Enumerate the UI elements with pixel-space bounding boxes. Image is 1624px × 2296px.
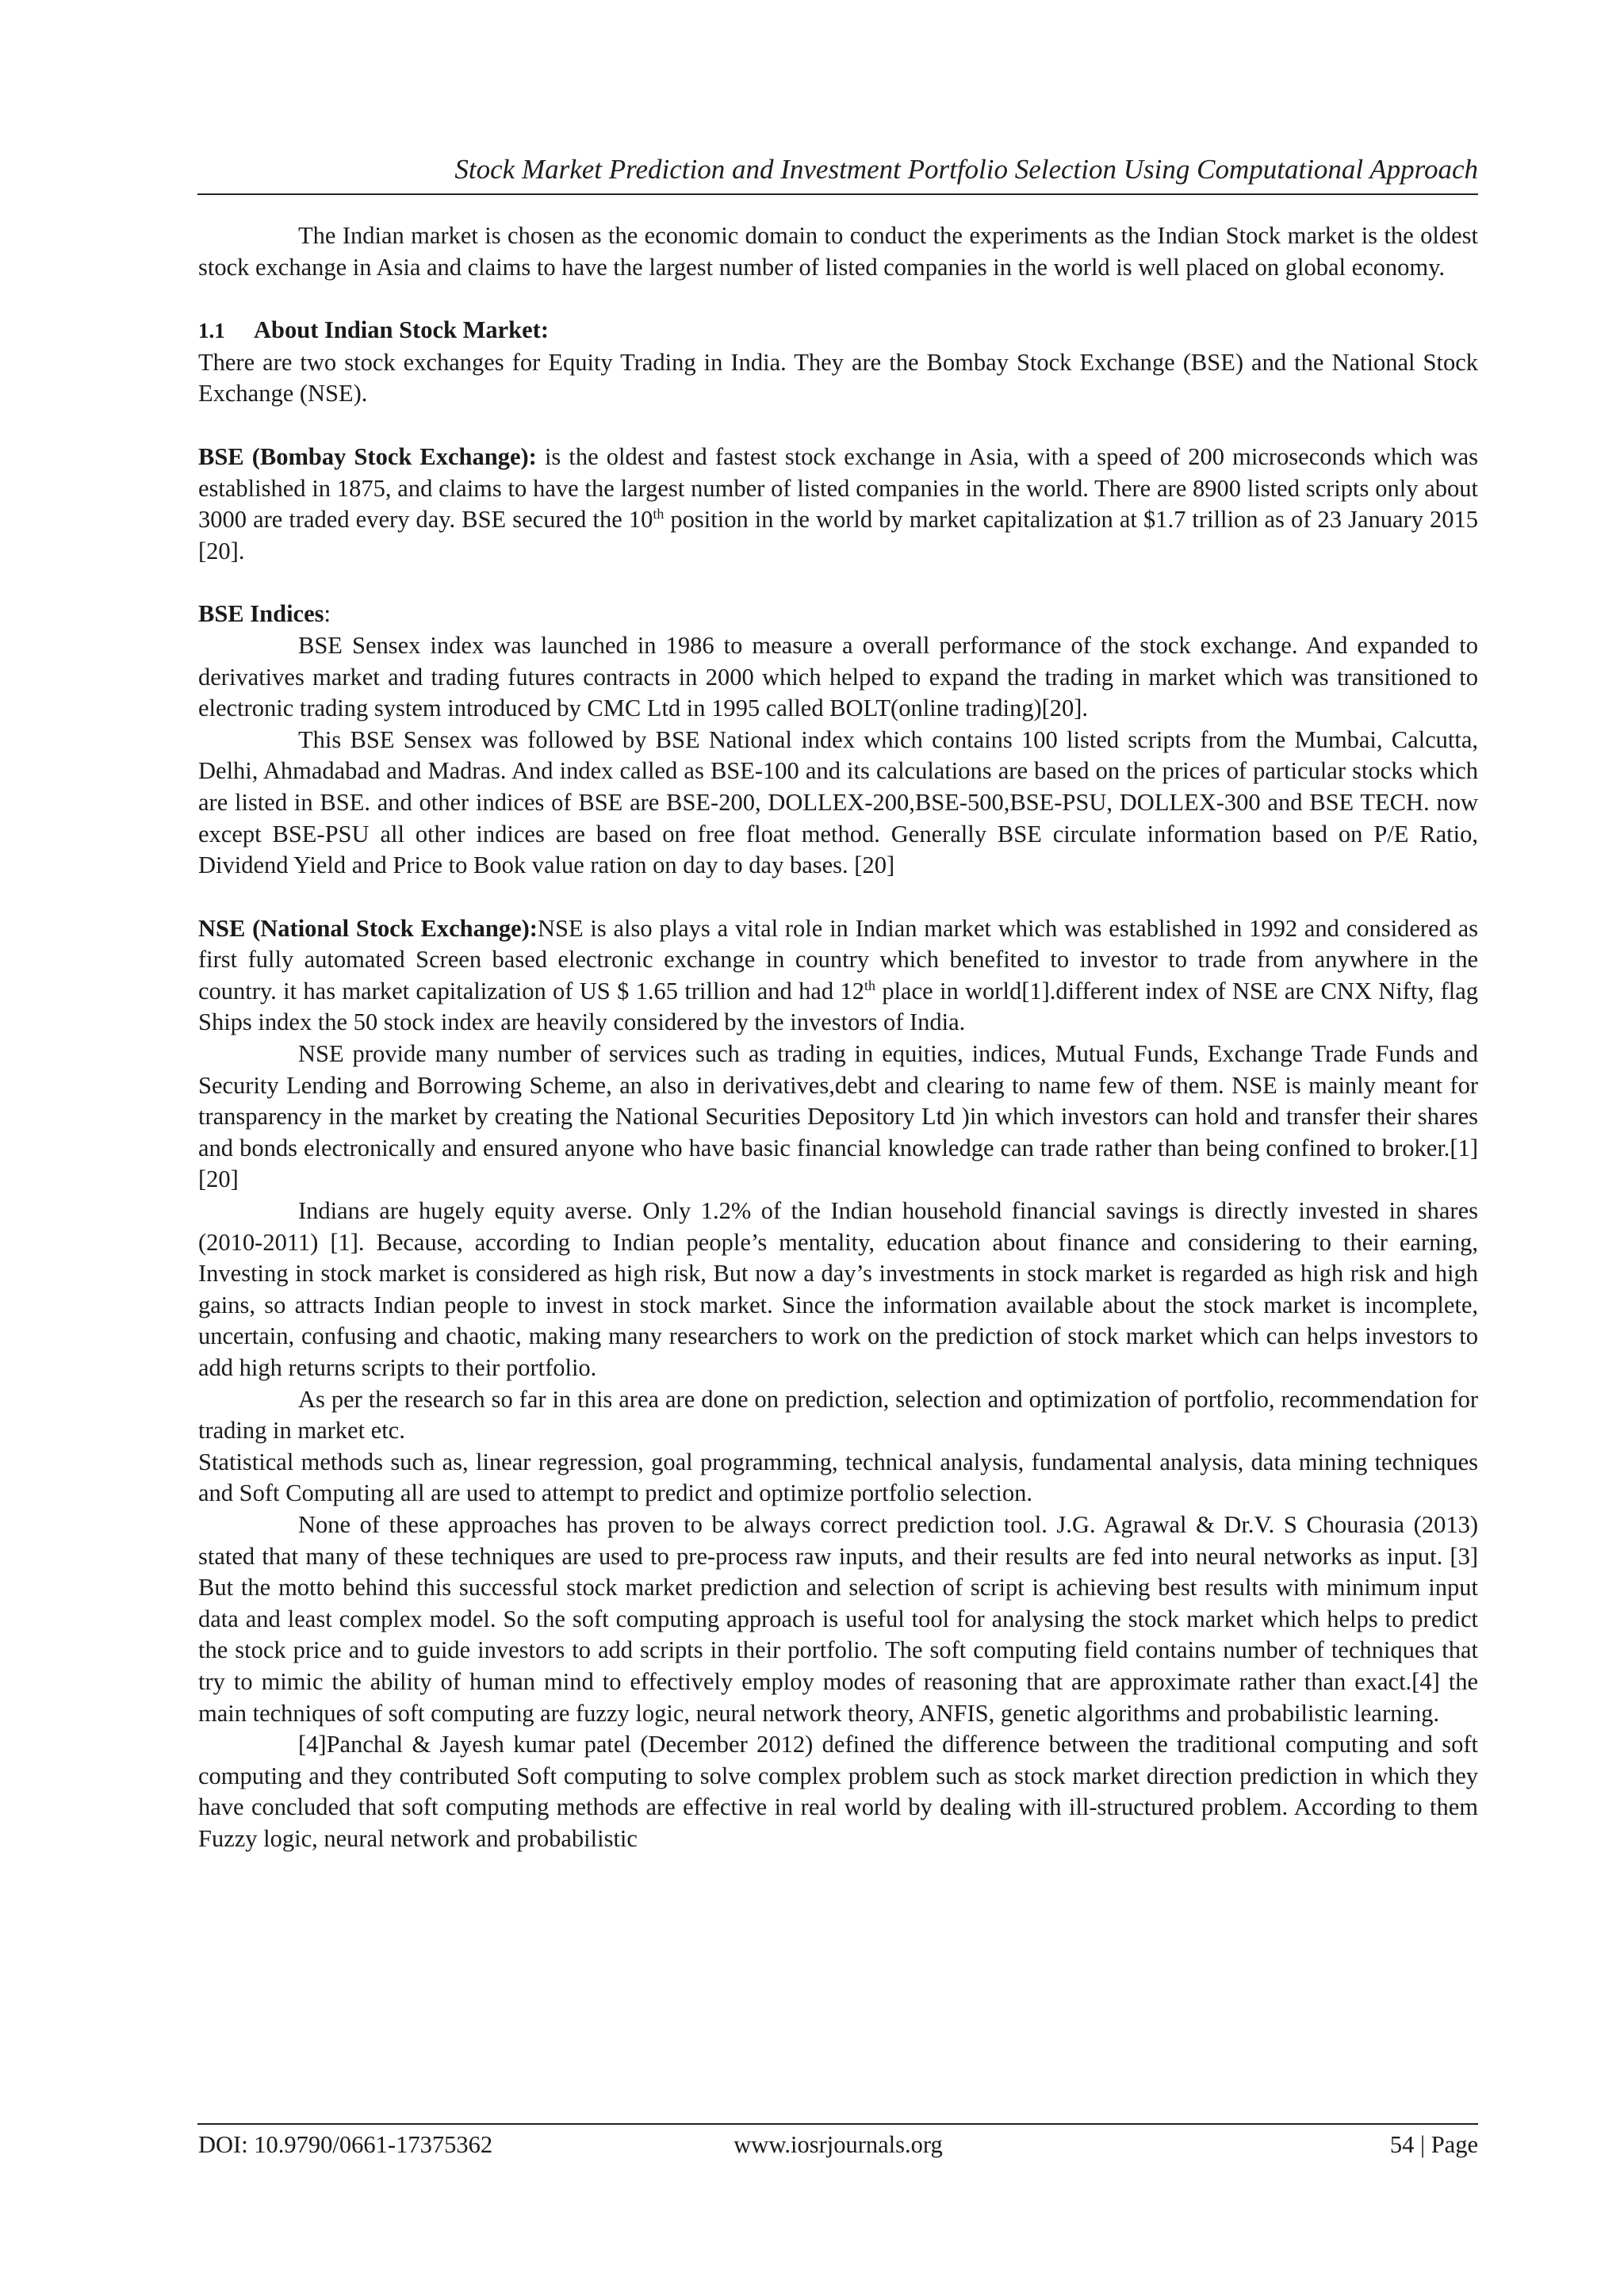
bse-superscript: th bbox=[653, 506, 665, 522]
spacer bbox=[198, 410, 1478, 442]
footer-page-number: 54 | Page bbox=[1389, 2131, 1478, 2158]
section-heading bbox=[198, 315, 1478, 347]
footer-doi: DOI: 10.9790/0661-17375362 bbox=[198, 2131, 493, 2158]
section-title: About Indian Stock Market: bbox=[254, 316, 549, 344]
footer-rule bbox=[197, 2123, 1478, 2125]
nse-paragraph-4: As per the research so far in this area are done on prediction, selection and optimization of portfolio, recommendation for trading in market etc. bbox=[198, 1385, 1478, 1445]
bse-lead: BSE (Bombay Stock Exchange): bbox=[198, 442, 537, 470]
bse-indices-paragraph-1: BSE Sensex index was launched in 1986 to measure a overall performance of the stock exchange. And expanded to derivatives market and trading futures contracts in 2000 which helped to expand the trading in market which was transitioned to electronic trading system introduced by CMC Ltd in 1995 called BOLT(online trading)[20]. bbox=[198, 631, 1478, 722]
bse-indices-title: BSE Indices bbox=[198, 600, 324, 628]
section-paragraph: There are two stock exchanges for Equity Trading in India. They are the Bombay Stock Exchange (BSE) and the National Stock Exchange (NSE). bbox=[198, 348, 1478, 408]
bse-text-b: position in the world by market capitalization at $1.7 trillion as of 23 January 2015 [20]. bbox=[198, 506, 1479, 564]
page-footer bbox=[198, 2129, 1478, 2160]
running-header: Stock Market Prediction and Investment Portfolio Selection Using Computational Approach bbox=[454, 154, 1478, 185]
spacer bbox=[198, 882, 1478, 913]
nse-lead: NSE (National Stock Exchange): bbox=[198, 914, 538, 942]
body-text bbox=[198, 220, 1478, 1855]
bse-text-a: is the oldest and fastest stock exchange in Asia, with a speed of 200 microseconds which was established in 1875, and claims to have the largest number of listed companies in the world. There are 8900 listed scripts only about 3000 are traded every day. BSE secured the 10 bbox=[198, 442, 1479, 534]
nse-paragraph-6: None of these approaches has proven to be always correct prediction tool. J.G. Agrawal & Dr.V. S Chourasia (2013) stated that many of these techniques are used to pre-process raw inputs, and their results are fed into neural networks as input. [3] But the motto behind this successful stock market prediction and selection of script is achieving best results with minimum input data and least complex model. So the soft computing approach is useful tool for analysing the stock market which helps to predict the stock price and to guide investors to add scripts in their portfolio. The soft computing field contains number of techniques that try to mimic the ability of human mind to effectively employ modes of reasoning that are approximate rather than exact.[4] the main techniques of soft computing are fuzzy logic, neural network theory, ANFIS, genetic algorithms and probabilistic learning. bbox=[198, 1510, 1478, 1727]
bse-paragraph bbox=[198, 442, 1478, 567]
nse-paragraph-3: Indians are hugely equity averse. Only 1.2% of the Indian household financial savings is directly invested in shares (2010-2011) [1]. Because, according to Indian people’s mentality, education about finance and considering to their earning, Investing in stock market is considered as high risk, But now a day’s investments in stock market is regarded as high risk and high gains, so attracts Indian people to invest in stock market. Since the information available about the stock market is incomplete, uncertain, confusing and chaotic, making many researchers to work on the prediction of stock market which can helps investors to add high returns scripts to their portfolio. bbox=[198, 1197, 1478, 1381]
intro-paragraph: The Indian market is chosen as the economic domain to conduct the experiments as the Indian Stock market is the oldest stock exchange in Asia and claims to have the largest number of listed companies in the world is well placed on global economy. bbox=[198, 222, 1478, 281]
bse-indices-heading bbox=[198, 599, 1478, 630]
header-rule bbox=[197, 193, 1478, 195]
nse-text-a: NSE is also plays a vital role in Indian market which was established in 1992 and considered as first fully automated Screen based electronic exchange in country which benefited to investor to trade from anywhere in the country. it has market capitalization of US $ 1.65 trillion and had 12 bbox=[198, 914, 1479, 1004]
spacer bbox=[198, 567, 1478, 599]
nse-superscript: th bbox=[864, 977, 875, 993]
spacer bbox=[198, 283, 1478, 315]
nse-text-b: place in world[1].different index of NSE are CNX Nifty, flag Ships index the 50 stock index are heavily considered by the investors of India. bbox=[198, 977, 1478, 1036]
section-number: 1.1 bbox=[198, 319, 225, 343]
bse-indices-colon: : bbox=[324, 600, 331, 628]
nse-paragraph-2: NSE provide many number of services such as trading in equities, indices, Mutual Funds, Exchange Trade Funds and Security Lending and Borrowing Scheme, an also in derivatives,debt and clearing to name few of them. NSE is mainly meant for transparency in the market by creating the National Securities Depository Ltd )in which investors can hold and transfer their shares and bonds electronically and ensured anyone who have basic financial knowledge can trade rather than being confined to broker.[1][20] bbox=[198, 1040, 1478, 1193]
nse-paragraph bbox=[198, 913, 1478, 1039]
nse-paragraph-5: Statistical methods such as, linear regression, goal programming, technical analysis, fundamental analysis, data mining techniques and Soft Computing all are used to attempt to predict and optimize portfolio selection. bbox=[198, 1448, 1478, 1507]
bse-indices-paragraph-2: This BSE Sensex was followed by BSE National index which contains 100 listed scripts from the Mumbai, Calcutta, Delhi, Ahmadabad and Madras. And index called as BSE-100 and its calculations are based on the prices of particular stocks which are listed in BSE. and other indices of BSE are BSE-200, DOLLEX-200,BSE-500,BSE-PSU, DOLLEX-300 and BSE TECH. now except BSE-PSU all other indices are based on free float method. Generally BSE circulate information based on P/E Ratio, Dividend Yield and Price to Book value ration on day to day bases. [20] bbox=[198, 725, 1478, 879]
footer-website: www.iosrjournals.org bbox=[733, 2131, 943, 2158]
nse-paragraph-7: [4]Panchal & Jayesh kumar patel (December 2012) defined the difference between the traditional computing and soft computing and they contributed Soft computing to solve complex problem such as stock market direction prediction in which they have concluded that soft computing methods are effective in real world by dealing with ill-structured problem. According to them Fuzzy logic, neural network and probabilistic bbox=[198, 1731, 1478, 1852]
